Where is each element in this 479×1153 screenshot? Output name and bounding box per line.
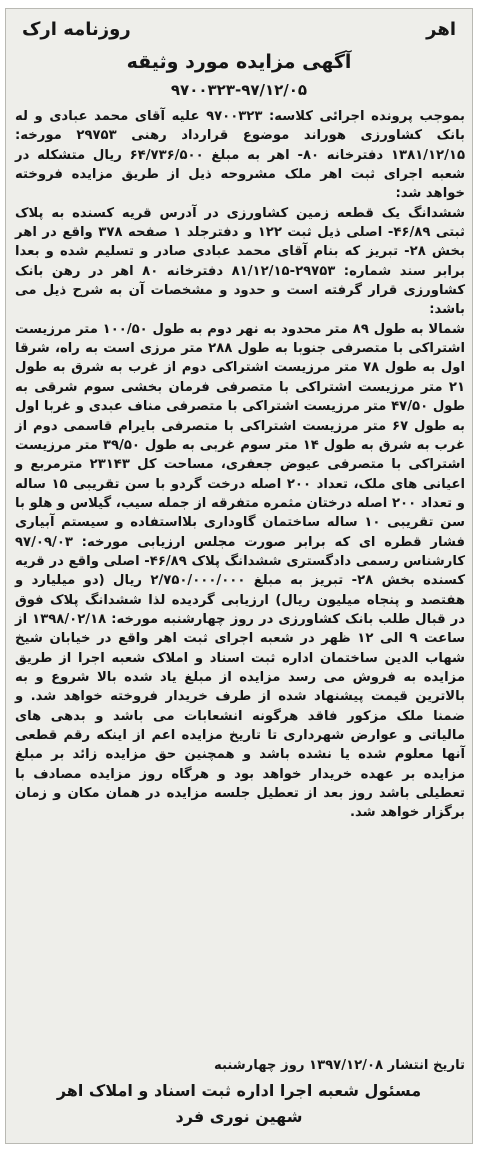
notice-body (15, 107, 465, 823)
newspaper-name: روزنامه ارک (22, 19, 131, 40)
signature-title: مسئول شعبه اجرا اداره ثبت اسناد و املاک اهر (56, 1081, 422, 1100)
notice-reference-number: ۹۷۰۰۳۲۳-۹۷/۱۲/۰۵ (170, 81, 308, 99)
notice-paragraph-property: ششدانگ یک قطعه زمین کشاورزی در آدرس قریه کسنده به پلاک ثبتی ۴۶/۸۹- اصلی ذیل ثبت ۱۲۲ و دفترجلد ۱ صفحه ۳۷۸ واقع در اهر بخش ۲۸- تبریز که بنام آقای محمد عبادی صادر و تسلیم شده و بعدا برابر سند شماره: ۲۹۷۵۳-۸۱/۱۲/۱۵ دفترخانه ۸۰ اهر در رهن بانک کشاورزی قرار گرفته است و حدود و مشخصات آن به شرح ذیل می باشد: (15, 205, 465, 318)
notice-paragraph-boundaries: شمالا به طول ۸۹ متر محدود به نهر دوم به طول ۱۰۰/۵۰ متر مرزیست اشتراکی با متصرفی جنوبا به طول ۲۸۸ متر مرزی است به راه، شرقا اول به طول ۷۸ متر مرزیست اشتراکی دوم از غرب به شرق به طول ۲۱ متر مرزیست اشتراکی با متصرفی فرمان بخشی سوم شرقی به طول ۴۷/۵۰ متر مرزیست اشتراکی با متصرفی مناف عبدی و غربا اول به طول ۶۷ متر مرزیست اشتراکی با متصرفی بایرام قاسمی دوم از غرب به شرق به طول ۱۴ متر سوم غربی به طول ۳۹/۵۰ متر مرزیست اشتراکی با متصرفی عیوض جعفری، مساحت کل ۲۳۱۴۳ مترمربع و اعیانی های ملک، تعداد ۲۰۰ اصله درخت گردو با سن تقریبی ۱۵ ساله و تعداد ۲۰۰ اصله درختان مثمره متفرقه از جمله سیب، گیلاس و هلو با سن تقریبی ۱۰ ساله ساختمان گاوداری بلااستفاده و سیستم آبیاری فشار قطره ای که برابر صورت مجلس ارزیابی مورخه: ۹۷/۰۹/۰۳ کارشناس رسمی دادگستری ششدانگ پلاک ۴۶/۸۹- اصلی واقع در قریه کسنده بخش ۲۸- تبریز به مبلغ ۲/۷۵۰/۰۰۰/۰۰۰ ریال (دو میلیارد و هفتصد و پنجاه میلیون ریال) ارزیابی گردیده لذا ششدانگ پلاک فوق در قبال طلب بانک کشاورزی در روز چهارشنبه مورخه: ۱۳۹۸/۰۲/۱۸ از ساعت ۹ الی ۱۲ ظهر در شعبه اجرای ثبت اهر واقع در خیابان شیخ شهاب الدین ساختمان اداره ثبت اسناد و املاک شعبه اجرا از طریق مزایده به فروش می رسد مزایده از مبلغ یاد شده بالا شروع و به بالاترین قیمت پیشنهاد شده از طرف خریدار فروخته خواهد شد. و ضمنا ملک مزکور فاقد هرگونه انشعابات می باشد و بدهی های مالیاتی و عوارض شهرداری تا تاریخ مزایده اعم از اینکه رقم قطعی آنها معلوم شده یا نشده باشد و همچنین حق مزایده زائد بر مبلغ مزایده بر عهده خریدار خواهد بود و هرگاه روز مزایده مصادف با تعطیلی باشد روز بعد از تعطیل جلسه مزایده در همان مکان و زمان برگزار خواهد شد. (15, 321, 466, 821)
city-name: اهر (426, 19, 456, 40)
clipping-header (6, 13, 472, 47)
publish-date: تاریخ انتشار ۱۳۹۷/۱۲/۰۸ روز چهارشنبه (213, 1058, 465, 1073)
notice-paragraph-intro: بموجب پرونده اجرائی کلاسه: ۹۷۰۰۳۲۳ علیه آقای محمد عبادی و له بانک کشاورزی هوراند موضوع قرارداد رهنی ۲۹۷۵۳ مورخه: ۱۳۸۱/۱۲/۱۵ دفترخانه ۸۰- اهر به مبلغ ۶۴/۷۳۶/۵۰۰ ریال متشکله در شعبه اجرای ثبت اهر ملک مشروحه ذیل از طریق مزایده فروخته خواهد شد: (15, 109, 466, 202)
signature-name: شهین نوری فرد (175, 1107, 303, 1126)
notice-title: آگهی مزایده مورد وثیقه (126, 51, 352, 73)
newspaper-clipping (5, 8, 473, 1144)
